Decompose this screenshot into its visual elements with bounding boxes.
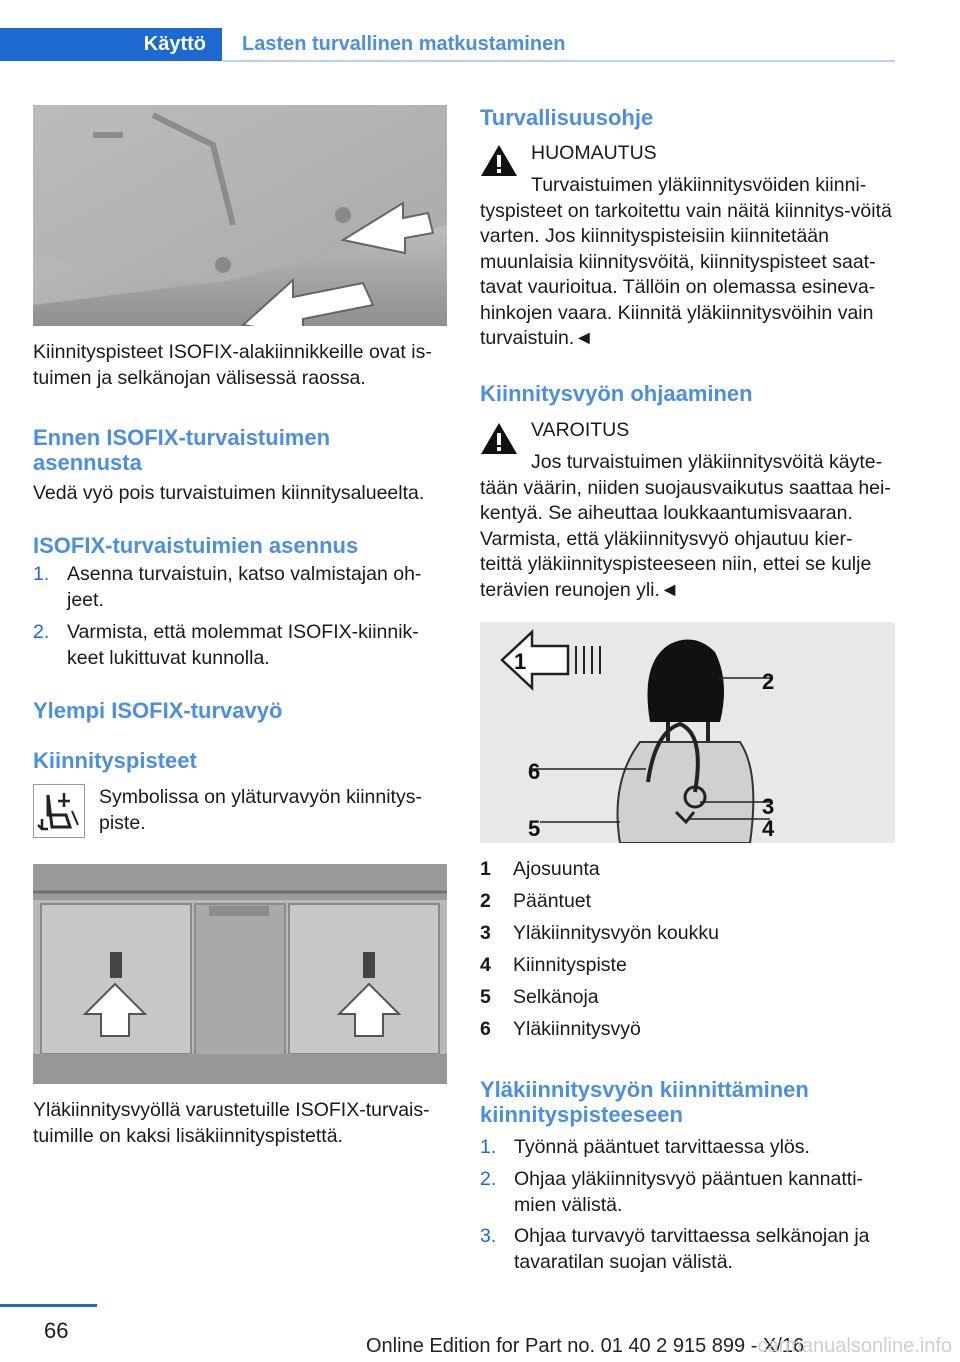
isofix-seat-figure	[33, 105, 447, 326]
callout-2: 2	[762, 669, 775, 694]
install-step	[33, 620, 447, 672]
legend-number: 4	[480, 954, 491, 976]
warning-text-body: Jos turvaistuimen yläkiinnitysvöitä käyte-tään väärin, niiden suojausvaikutus saattaa hei-kentyä. Se aiheuttaa loukkaantumisvaaran. Varmista, että yläkiinnitysvyö ohjautuu kier-teittä yläkiinnityspisteeseen niin, ettei se kulje terävien reunojen yli.◄	[480, 451, 891, 601]
legend-text: Pääntuet	[513, 890, 592, 912]
para-before-install: Vedä vyö pois turvaistuimen kiinnitysalueelta.	[33, 482, 425, 504]
notice-text	[480, 173, 894, 352]
legend-number: 1	[480, 858, 491, 880]
step-text: Asenna turvaistuin, katso valmistajan oh-jeet.	[67, 563, 422, 611]
legend-text: Yläkiinnitysvyön koukku	[513, 922, 719, 944]
attach-step	[480, 1167, 894, 1219]
callout-4: 4	[762, 816, 775, 841]
legend-number: 5	[480, 986, 491, 1008]
callout-1: 1	[514, 649, 527, 674]
warning-text	[480, 450, 894, 603]
step-number: 1.	[33, 563, 50, 585]
heading-attach-tether: Yläkiinnitysvyön kiinnittäminen kiinnityspisteeseen	[480, 1077, 809, 1127]
heading-install: ISOFIX-turvaistuimien asennus	[33, 533, 359, 558]
callout-3: 3	[762, 794, 775, 819]
step-number: 1.	[480, 1136, 497, 1158]
heading-upper-tether: Ylempi ISOFIX-turvavyö	[33, 698, 283, 723]
step-text: Ohjaa yläkiinnitysvyö pääntuen kannatti-mien välistä.	[514, 1168, 864, 1216]
step-number: 3.	[480, 1225, 497, 1247]
edition-note: Online Edition for Part no. 01 40 2 915 899 - X/16	[366, 1335, 805, 1357]
child-seat-anchor-icon	[33, 784, 85, 838]
warning-label: VAROITUS	[531, 419, 630, 441]
callout-6: 6	[528, 759, 541, 784]
heading-routing: Kiinnitysvyön ohjaaminen	[480, 381, 753, 406]
heading-anchor-points: Kiinnityspisteet	[33, 748, 197, 773]
headrest-tether-figure	[480, 622, 895, 843]
legend-text: Ajosuunta	[513, 858, 600, 880]
section-title: Lasten turvallinen matkustaminen	[242, 33, 566, 55]
attach-step	[480, 1224, 894, 1276]
step-text: Varmista, että molemmat ISOFIX-kiinnik-keet lukittuvat kunnolla.	[67, 621, 419, 669]
install-step	[33, 562, 447, 614]
heading-safety-note: Turvallisuusohje	[480, 105, 654, 130]
step-number: 2.	[33, 621, 50, 643]
caption-extra-points: Yläkiinnitysvyöllä varustetuille ISOFIX-turvais-tuimille on kaksi lisäkiinnityspistettä.	[33, 1099, 430, 1147]
step-text: Työnnä pääntuet tarvittaessa ylös.	[514, 1136, 810, 1158]
notice-text-body: Turvaistuimen yläkiinnitysvöiden kiinni-tyspisteet on tarkoitettu vain näitä kiinnitys-vöitä varten. Jos kiinnityspisteisiin kiinnitetään muunlaisia kiinnitysvöitä, kiinnityspisteet saat-tavat vaurioitua. Tällöin on olemassa esineva-hinkojen vaara. Kiinnitä yläkiinnitysvöihin vain turvaistuin.◄	[480, 174, 892, 349]
heading-before-install: Ennen ISOFIX-turvaistuimen asennusta	[33, 425, 331, 475]
step-number: 2.	[480, 1168, 497, 1190]
legend-number: 6	[480, 1018, 491, 1040]
legend-text: Selkänoja	[513, 986, 599, 1008]
symbol-description: Symbolissa on yläturvavyön kiinnitys-piste.	[99, 786, 422, 834]
watermark: carmanualsonline.info	[757, 1335, 952, 1357]
page-number: 66	[44, 1318, 69, 1343]
header-rule	[222, 60, 895, 62]
rear-anchor-figure	[33, 864, 447, 1084]
caption-isofix-points: Kiinnityspisteet ISOFIX-alakiinnikkeille ovat is-tuimen ja selkänojan välisessä raossa.	[33, 341, 432, 389]
legend-number: 2	[480, 890, 491, 912]
legend-text: Yläkiinnitysvyö	[513, 1018, 641, 1040]
legend-number: 3	[480, 922, 491, 944]
step-text: Ohjaa turvavyö tarvittaessa selkänojan ja tavaratilan suojan välistä.	[514, 1225, 870, 1273]
legend-text: Kiinnityspiste	[513, 954, 627, 976]
callout-5: 5	[528, 816, 541, 841]
footer-rule	[0, 1304, 97, 1307]
notice-label: HUOMAUTUS	[531, 142, 657, 164]
attach-step	[480, 1135, 894, 1161]
warning-triangle-icon	[480, 143, 518, 177]
chapter-tab: Käyttö	[0, 28, 222, 61]
